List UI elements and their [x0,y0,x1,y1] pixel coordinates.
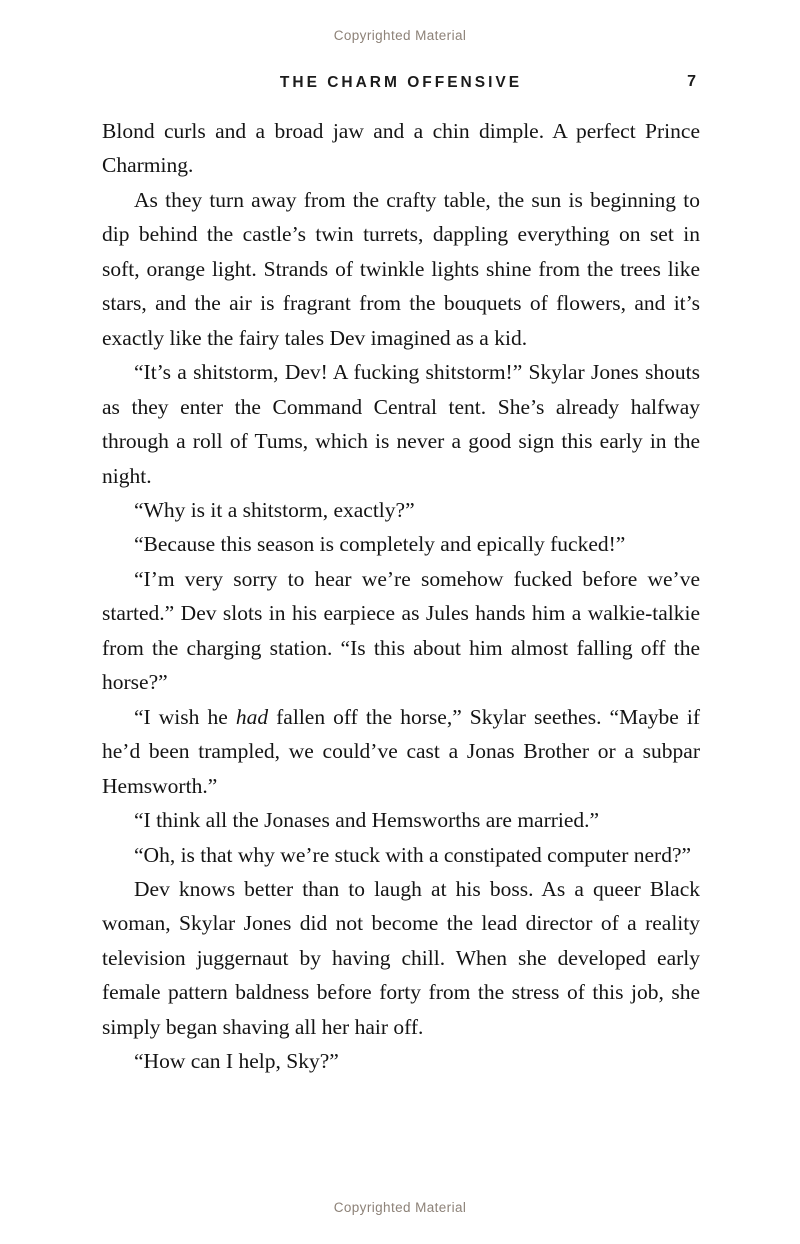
paragraph-text: fallen off the horse,” Skylar seethes. “Maybe if he’d been trampled, we could’ve cast a Jonas Brother or a subpar Hemsworth.” [102,704,700,798]
paragraph: “Why is it a shitstorm, exactly?” [134,497,415,522]
book-title: THE CHARM OFFENSIVE [279,74,523,91]
body-text [102,114,700,1079]
paragraph: “Oh, is that why we’re stuck with a constipated computer nerd?” [134,842,692,867]
italic-text: had [235,704,269,729]
page-number: 7 [687,73,696,90]
paragraph: “I’m very sorry to hear we’re somehow fucked before we’ve started.” Dev slots in his earpiece as Jules hands him a walkie-talkie from the charging station. “Is this about him almost falling off the horse?” [102,566,700,695]
paragraph: “Because this season is completely and epically fucked!” [134,532,626,557]
paragraph: As they turn away from the crafty table, the sun is beginning to dip behind the castle’s twin turrets, dappling everything on set in soft, orange light. Strands of twinkle lights shine from the trees like stars, and the air is fragrant from the bouquets of flowers, and it’s exactly like the fairy tales Dev imagined as a kid. [102,187,700,350]
copyright-notice-bottom: Copyrighted Material [333,1200,467,1215]
paragraph [102,700,700,803]
paragraph: “How can I help, Sky?” [134,1049,339,1074]
paragraph: “It’s a shitstorm, Dev! A fucking shitstorm!” Skylar Jones shouts as they enter the Command Central tent. She’s already halfway through a roll of Tums, which is never a good sign this early in the night. [102,360,700,488]
paragraph-text: “I wish he [134,704,236,729]
running-header [102,74,700,98]
paragraph: Dev knows better than to laugh at his boss. As a queer Black woman, Skylar Jones did not become the lead director of a reality television juggernaut by having chill. When she developed early female pattern baldness before forty from the stress of this job, she simply began shaving all her hair off. [102,876,700,1039]
copyright-notice-top: Copyrighted Material [333,28,467,43]
paragraph: “I think all the Jonases and Hemsworths are married.” [134,808,600,833]
paragraph: Blond curls and a broad jaw and a chin dimple. A perfect Prince Charming. [102,119,700,178]
